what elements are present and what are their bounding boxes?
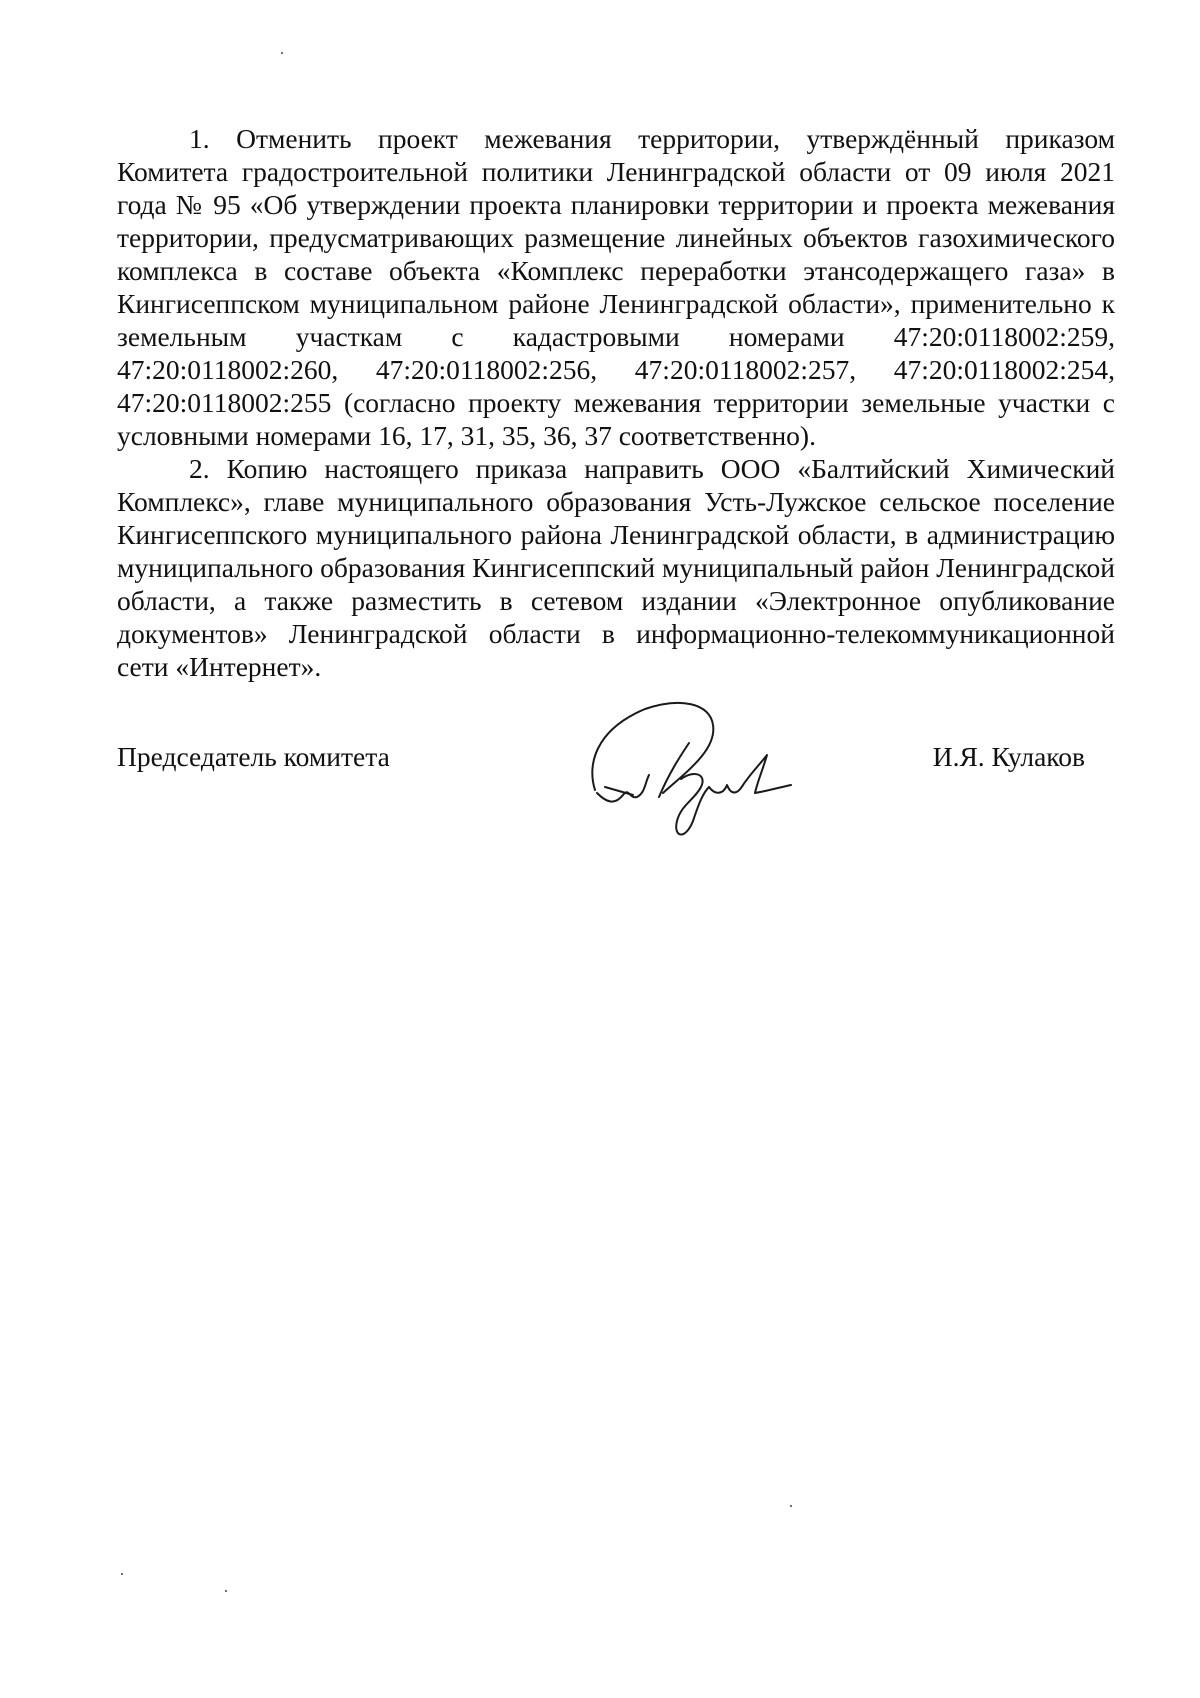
- scan-speck: [790, 1505, 792, 1507]
- paragraph-cancel-project: 1. Отменить проект межевания территории, утверждённый приказом Комитета градостроительной политики Ленинградской области от 09 июля 2021 года № 95 «Об утверждении проекта планировки территории и проекта межевания территории, предусматривающих размещение линейных объектов газохимического комплекса в составе объекта «Комплекс переработки этансодержащего газа» в Кингисеппском муниципальном районе Ленинградской области», применительно к земельным участкам с кадастровыми номерами 47:20:0118002:259, 47:20:0118002:260, 47:20:0118002:256, 47:20:0118002:257, 47:20:0118002:254, 47:20:0118002:255 (согласно проекту межевания территории земельные участки с условными номерами 16, 17, 31, 35, 36, 37 соответственно).: [117, 123, 1115, 451]
- signatory-name: И.Я. Кулаков: [932, 741, 1085, 772]
- scan-speck: [281, 52, 283, 54]
- paragraph-send-copy: 2. Копию настоящего приказа направить ООО «Балтийский Химический Комплекс», главе муниципального образования Усть-Лужское сельское поселение Кингисеппского муниципального района Ленинградской области, в администрацию муниципального образования Кингисеппский муниципальный район Ленинградской области, а также разместить в сетевом издании «Электронное опубликование документов» Ленинградской области в информационно-телекоммуникационной сети «Интернет».: [117, 453, 1115, 682]
- scan-speck: [121, 1573, 123, 1575]
- signatory-title: Председатель комитета: [117, 741, 390, 772]
- handwritten-signature: [585, 695, 805, 845]
- document-body: [117, 122, 1115, 683]
- scan-speck: [225, 1590, 227, 1592]
